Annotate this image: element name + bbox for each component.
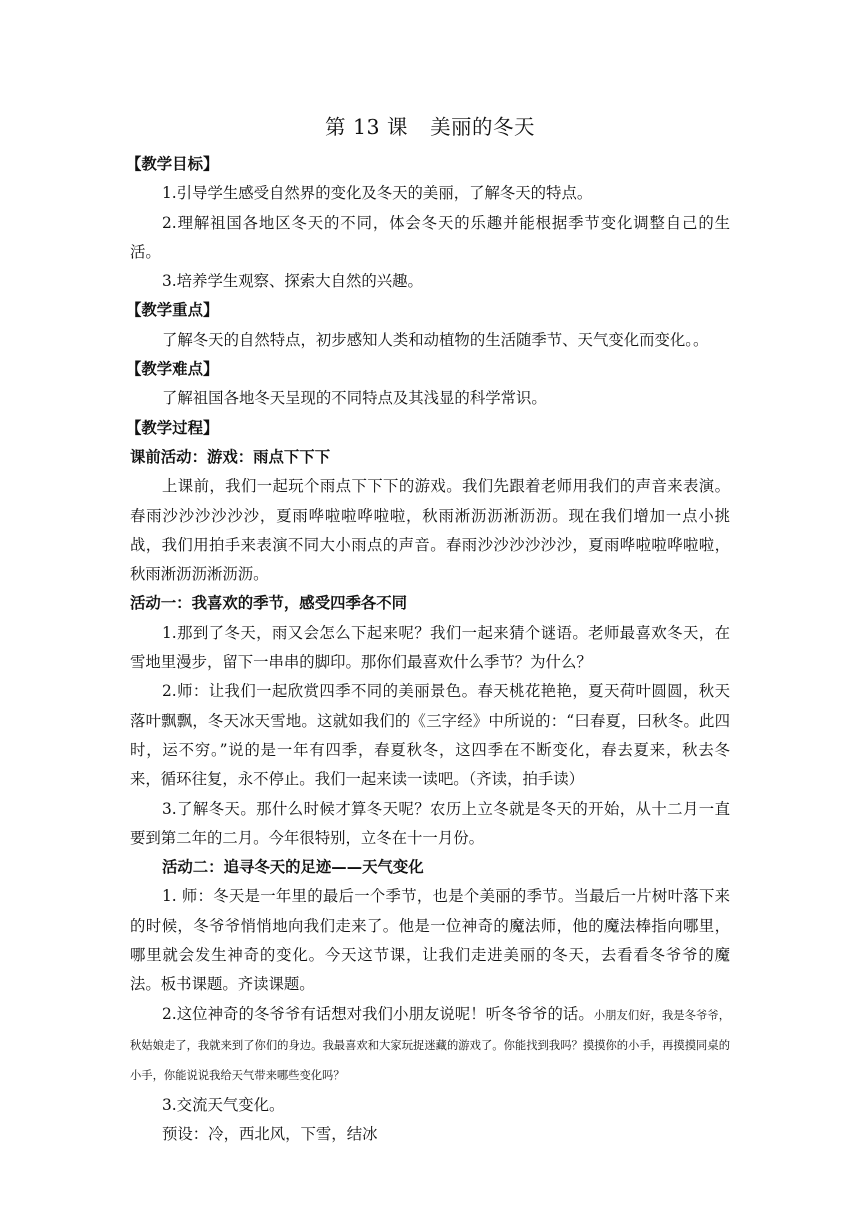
activity1-item: 1.那到了冬天，雨又会怎么下起来呢？我们一起来猜个谜语。老师最喜欢冬天，在雪地里漫步，留下一串串的脚印。那你们最喜欢什么季节？为什么？ (130, 623, 730, 672)
difficulties-text: 了解祖国各地冬天呈现的不同特点及其浅显的科学常识。 (162, 389, 547, 408)
pre-activity-title: 课前活动：游戏：雨点下下下 (130, 447, 331, 466)
activity1-item: 2.师：让我们一起欣赏四季不同的美丽景色。春天桃花艳艳，夏天荷叶圆圆，秋天落叶飘飘，冬天冰天雪地。这就如我们的《三字经》中所说的：“曰春夏，曰秋冬。此四时，运不穷。”说的是一年有四季，春夏秋冬，这四季在不断变化，春去夏来，秋去冬来，循环往复，永不停止。我们一起来读一读吧。（齐读，拍手读） (130, 682, 730, 789)
objective-item: 2.理解祖国各地区冬天的不同，体会冬天的乐趣并能根据季节变化调整自己的生活。 (130, 213, 730, 261)
activity2-item2-main: 2.这位神奇的冬爷爷有话想对我们小朋友说呢！听冬爷爷的话。 (162, 1004, 594, 1023)
process-heading: 【教学过程】 (126, 418, 219, 437)
activity1-item: 3.了解冬天。那什么时候才算冬天呢？农历上立冬就是冬天的开始，从十二月一直要到第二年的二月。今年很特别，立冬在十一月份。 (130, 799, 730, 847)
lesson-document (126, 112, 730, 1149)
key-points-text: 了解冬天的自然特点，初步感知人类和动植物的生活随季节、天气变化而变化。。 (162, 330, 709, 349)
page-title (130, 112, 730, 142)
objective-item: 3.培养学生观察、探索大自然的兴趣。 (162, 272, 423, 291)
objectives-heading: 【教学目标】 (126, 155, 219, 173)
lesson-number: 第 13 课 (324, 115, 409, 139)
activity2-title: 活动二：追寻冬天的足迹——天气变化 (162, 858, 424, 877)
objective-item: 1.引导学生感受自然界的变化及冬天的美丽，了解冬天的特点。 (162, 184, 593, 203)
key-points-heading: 【教学重点】 (126, 301, 219, 320)
pre-activity-text: 上课前，我们一起玩个雨点下下下的游戏。我们先跟着老师用我们的声音来表演。春雨沙沙沙沙沙沙，夏雨哗啦啦哗啦啦，秋雨淅沥沥淅沥沥。现在我们增加一点小挑战，我们用拍手来表演不同大小雨点的声音。春雨沙沙沙沙沙沙，夏雨哗啦啦哗啦啦，秋雨淅沥沥淅沥沥。 (130, 477, 730, 584)
activity2-item2 (130, 1000, 730, 1091)
activity2-item3: 3.交流天气变化。 (162, 1095, 285, 1114)
difficulties-heading: 【教学难点】 (126, 360, 219, 379)
activity2-item2-quote: 小朋友们好，我是冬爷爷，秋姑娘走了，我就来到了你们的身边。我最喜欢和大家玩捉迷藏的游戏了。你能找到我吗？摸摸你的小手，再摸摸同桌的小手，你能说说我给天气带来哪些变化吗？ (130, 1008, 730, 1083)
lesson-name: 美丽的冬天 (430, 115, 536, 139)
activity2-item1: 1. 师：冬天是一年里的最后一个季节，也是个美丽的季节。当最后一片树叶落下来的时候，冬爷爷悄悄地向我们走来了。他是一位神奇的魔法师，他的魔法棒指向哪里，哪里就会发生神奇的变化。今天这节课，让我们走进美丽的冬天，去看看冬爷爷的魔法。板书课题。齐读课题。 (130, 887, 730, 994)
activity1-title: 活动一：我喜欢的季节，感受四季各不同 (130, 594, 408, 613)
activity2-preset: 预设：冷，西北风，下雪，结冰 (162, 1124, 378, 1143)
